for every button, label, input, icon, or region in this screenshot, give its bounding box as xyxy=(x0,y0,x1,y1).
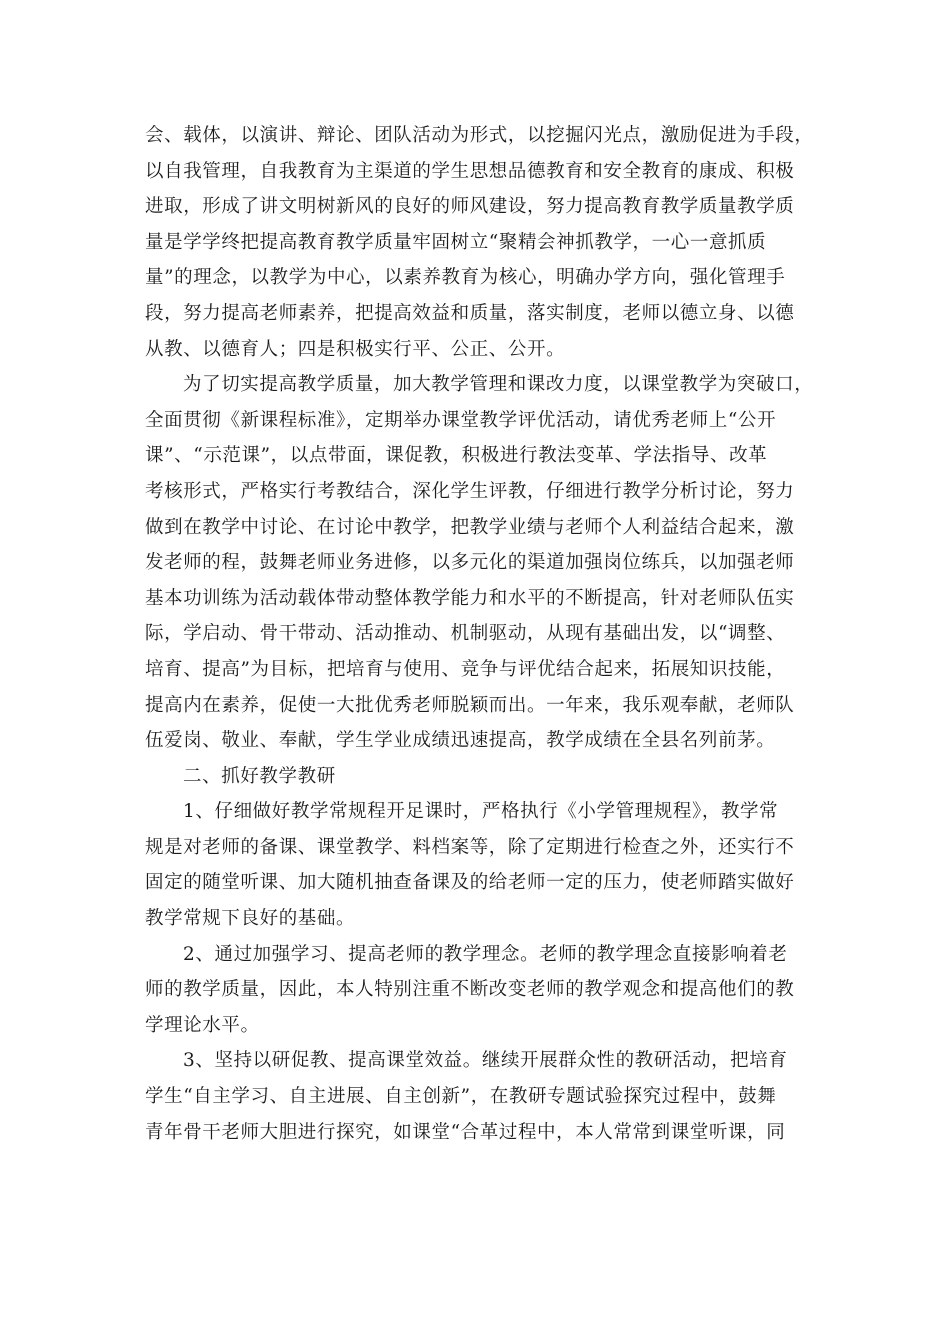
paragraph-line: 从教、以德育人；四是积极实行平、公正、公开。 xyxy=(145,338,566,360)
paragraph-line: 全面贯彻《新课程标准》，定期举办课堂教学评优活动，请优秀老师上“公开 xyxy=(145,409,777,431)
paragraph-line: 做到在教学中讨论、在讨论中教学，把教学业绩与老师个人利益结合起来，激 xyxy=(145,516,795,538)
paragraph-line: 会、载体，以演讲、辩论、团队活动为形式，以挖掘闪光点，激励促进为手段， xyxy=(145,125,814,146)
paragraph-line: 学生“自主学习、自主进展、自主创新”，在教研专题试验探究过程中，鼓舞 xyxy=(145,1086,777,1108)
paragraph-line: 发老师的程，鼓舞老师业务进修，以多元化的渠道加强岗位练兵，以加强老师 xyxy=(145,552,795,574)
paragraph-line: 际，学启动、骨干带动、活动推动、机制驱动，从现有基础出发，以“调整、 xyxy=(145,623,786,645)
paragraph-line: 以自我管理，自我教育为主渠道的学生思想品德教育和安全教育的康成、积极 xyxy=(145,160,795,182)
paragraph-line: 固定的随堂听课、加大随机抽查备课及的给老师一定的压力，使老师踏实做好 xyxy=(145,872,795,894)
paragraph-line: 提高内在素养，促使一大批优秀老师脱颖而出。一年来，我乐观奉献，老师队 xyxy=(145,694,795,716)
paragraph-line: 量”的理念，以教学为中心，以素养教育为核心，明确办学方向，强化管理手 xyxy=(145,267,786,289)
paragraph-line: 课”、“示范课”，以点带面，课促教，积极进行教法变革、学法指导、改革 xyxy=(145,445,768,467)
paragraph-first-line: 3、坚持以研促教、提高课堂效益。继续开展群众性的教研活动，把培育 xyxy=(183,1050,788,1072)
paragraph-line: 师的教学质量，因此，本人特别注重不断改变老师的教学观念和提高他们的教 xyxy=(145,979,795,1001)
paragraph-line: 培育、提高”为目标，把培育与使用、竞争与评优结合起来，拓展知识技能， xyxy=(145,658,786,680)
paragraph-line: 进取，形成了讲文明树新风的良好的师风建设，努力提高教育教学质量教学质 xyxy=(145,196,795,218)
paragraph-first-line: 2、通过加强学习、提高老师的教学理念。老师的教学理念直接影响着老 xyxy=(183,943,788,965)
paragraph-line: 青年骨干老师大胆进行探究，如课堂“合革过程中，本人常常到课堂听课，同 xyxy=(145,1121,786,1143)
paragraph-line: 伍爱岗、敬业、奉献，学生学业成绩迅速提高，教学成绩在全县名列前茅。 xyxy=(145,730,776,752)
paragraph-line: 规是对老师的备课、课堂教学、料档案等，除了定期进行检查之外，还实行不 xyxy=(145,836,795,858)
paragraph-line: 考核形式，严格实行考教结合，深化学生评教，仔细进行教学分析讨论，努力 xyxy=(145,480,795,502)
paragraph-line: 教学常规下良好的基础。 xyxy=(145,908,356,930)
paragraph-line: 学理论水平。 xyxy=(145,1014,260,1036)
paragraph-line: 段，努力提高老师素养，把提高效益和质量，落实制度，老师以德立身、以德 xyxy=(145,302,795,324)
paragraph-line: 量是学学终把提高教育教学质量牢固树立“聚精会神抓教学，一心一意抓质 xyxy=(145,231,767,253)
document-body xyxy=(145,118,815,1150)
paragraph-first-line: 为了切实提高教学质量，加大教学管理和课改力度，以课堂教学为突破口， xyxy=(183,374,814,396)
paragraph-line: 基本功训练为活动载体带动整体教学能力和水平的不断提高，针对老师队伍实 xyxy=(145,587,795,609)
paragraph-first-line: 二、抓好教学教研 xyxy=(183,765,336,787)
paragraph-first-line: 1、仔细做好教学常规程开足课时，严格执行《小学管理规程》，教学常 xyxy=(183,801,779,823)
